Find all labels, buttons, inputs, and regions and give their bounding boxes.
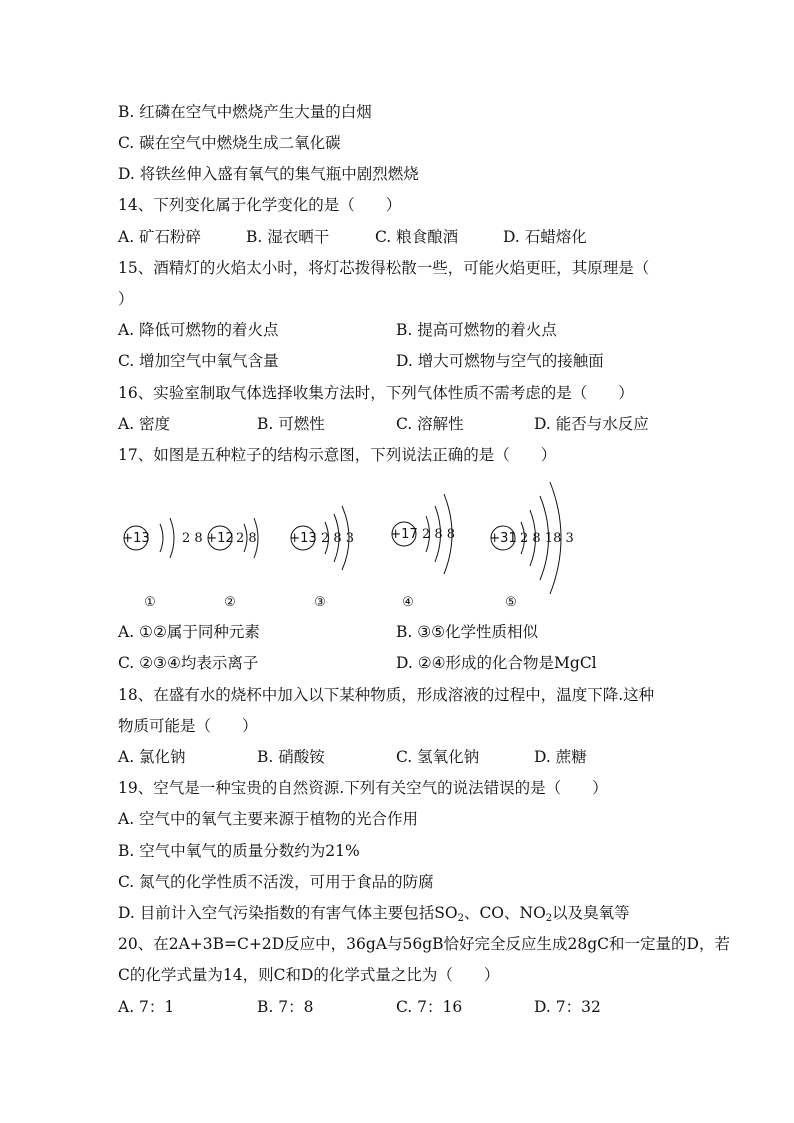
q18-option-d: D. 蔗糖 <box>534 748 587 766</box>
electron-shell <box>160 524 163 552</box>
particle-label: ② <box>224 595 236 610</box>
q18-stem-line1: 18、在盛有水的烧杯中加入以下某种物质，形成溶液的过程中，温度下降.这种 <box>118 686 655 704</box>
q15-stem-line1: 15、酒精灯的火焰太小时，将灯芯拨得松散一些，可能火焰更旺，其原理是（ <box>118 259 650 277</box>
nucleus-charge: +31 <box>489 531 517 546</box>
electron-counts: 2 8 8 <box>422 527 456 542</box>
electron-shell <box>170 518 174 558</box>
q16-option-d: D. 能否与水反应 <box>534 415 649 433</box>
electron-counts: 2 8 <box>236 531 257 546</box>
nucleus-charge: +13 <box>122 531 150 546</box>
nucleus-charge: +17 <box>390 527 418 542</box>
nucleus-charge: +12 <box>206 531 234 546</box>
subscript: 2 <box>457 913 464 924</box>
subscript: 2 <box>545 913 553 924</box>
q20-option-c: C. 7：16 <box>396 998 463 1016</box>
q19-option-a: A. 空气中的氧气主要来源于植物的光合作用 <box>118 810 419 828</box>
q20-option-a: A. 7：1 <box>118 998 175 1016</box>
q20-option-b: B. 7：8 <box>257 998 314 1016</box>
q19-option-d-text: 、CO、NO <box>463 904 546 922</box>
nucleus-charge: +13 <box>289 531 317 546</box>
q14-option-b: B. 湿衣晒干 <box>246 228 330 246</box>
particle-1 <box>122 518 202 610</box>
q18-option-a: A. 氯化钠 <box>118 748 186 766</box>
q18-stem-line2: 物质可能是（ ） <box>118 717 258 735</box>
q19-option-d-text: D. 目前计入空气污染指数的有害气体主要包括SO <box>118 904 458 922</box>
particle-3 <box>289 506 354 610</box>
q14-option-a: A. 矿石粉碎 <box>118 228 202 246</box>
q17-option-a: A. ①②属于同种元素 <box>118 623 260 641</box>
q13-option-b: B. 红磷在空气中燃烧产生大量的白烟 <box>118 103 372 121</box>
q20-stem-line2: C的化学式量为14，则C和D的化学式量之比为（ ） <box>118 966 500 984</box>
q16-stem: 16、实验室制取气体选择收集方法时，下列气体性质不需考虑的是（ ） <box>118 384 634 402</box>
particle-label: ④ <box>402 595 414 610</box>
q17-stem: 17、如图是五种粒子的结构示意图，下列说法正确的是（ ） <box>118 446 557 464</box>
q18-option-c: C. 氢氧化钠 <box>396 748 480 766</box>
q15-option-c: C. 增加空气中氧气含量 <box>118 352 279 370</box>
electron-counts: 2 8 18 3 <box>520 531 574 546</box>
q19-option-b: B. 空气中氧气的质量分数约为21% <box>118 842 360 860</box>
q15-stem-line2: ） <box>118 290 134 308</box>
q17-option-c: C. ②③④均表示离子 <box>118 654 259 672</box>
atomic-structure-diagram <box>110 476 580 616</box>
particle-4 <box>390 494 455 610</box>
q16-option-c: C. 溶解性 <box>396 415 464 433</box>
q20-option-d: D. 7：32 <box>534 998 601 1016</box>
q19-option-c: C. 氮气的化学性质不活泼，可用于食品的防腐 <box>118 873 434 891</box>
q14-stem: 14、下列变化属于化学变化的是（ ） <box>118 196 402 214</box>
q13-option-d: D. 将铁丝伸入盛有氧气的集气瓶中剧烈燃烧 <box>118 165 419 183</box>
particle-2 <box>206 518 258 610</box>
q18-option-b: B. 硝酸铵 <box>257 748 325 766</box>
electron-counts: 2 8 3 <box>321 531 355 546</box>
q20-stem-line1: 20、在2A+3B=C+2D反应中，36gA与56gB恰好完全反应生成28gC和一定量的D，若 <box>118 935 730 953</box>
particle-label: ⑤ <box>505 595 517 610</box>
q19-option-d <box>118 903 630 923</box>
q16-option-b: B. 可燃性 <box>257 415 325 433</box>
q19-option-d-text: 以及臭氧等 <box>552 904 630 922</box>
q17-option-d: D. ②④形成的化合物是MgCl <box>396 654 597 672</box>
q15-option-b: B. 提高可燃物的着火点 <box>396 321 557 339</box>
particle-label: ① <box>144 595 156 610</box>
particle-label: ③ <box>314 595 326 610</box>
q15-option-d: D. 增大可燃物与空气的接触面 <box>396 352 604 370</box>
q16-option-a: A. 密度 <box>118 415 171 433</box>
q19-stem: 19、空气是一种宝贵的自然资源.下列有关空气的说法错误的是（ ） <box>118 779 608 797</box>
particle-5 <box>489 482 573 610</box>
electron-counts: 2 8 <box>182 531 203 546</box>
q14-option-d: D. 石蜡熔化 <box>503 228 587 246</box>
q15-option-a: A. 降低可燃物的着火点 <box>118 321 279 339</box>
q14-option-c: C. 粮食酿酒 <box>375 228 459 246</box>
q17-option-b: B. ③⑤化学性质相似 <box>396 623 539 641</box>
q13-option-c: C. 碳在空气中燃烧生成二氧化碳 <box>118 134 341 152</box>
